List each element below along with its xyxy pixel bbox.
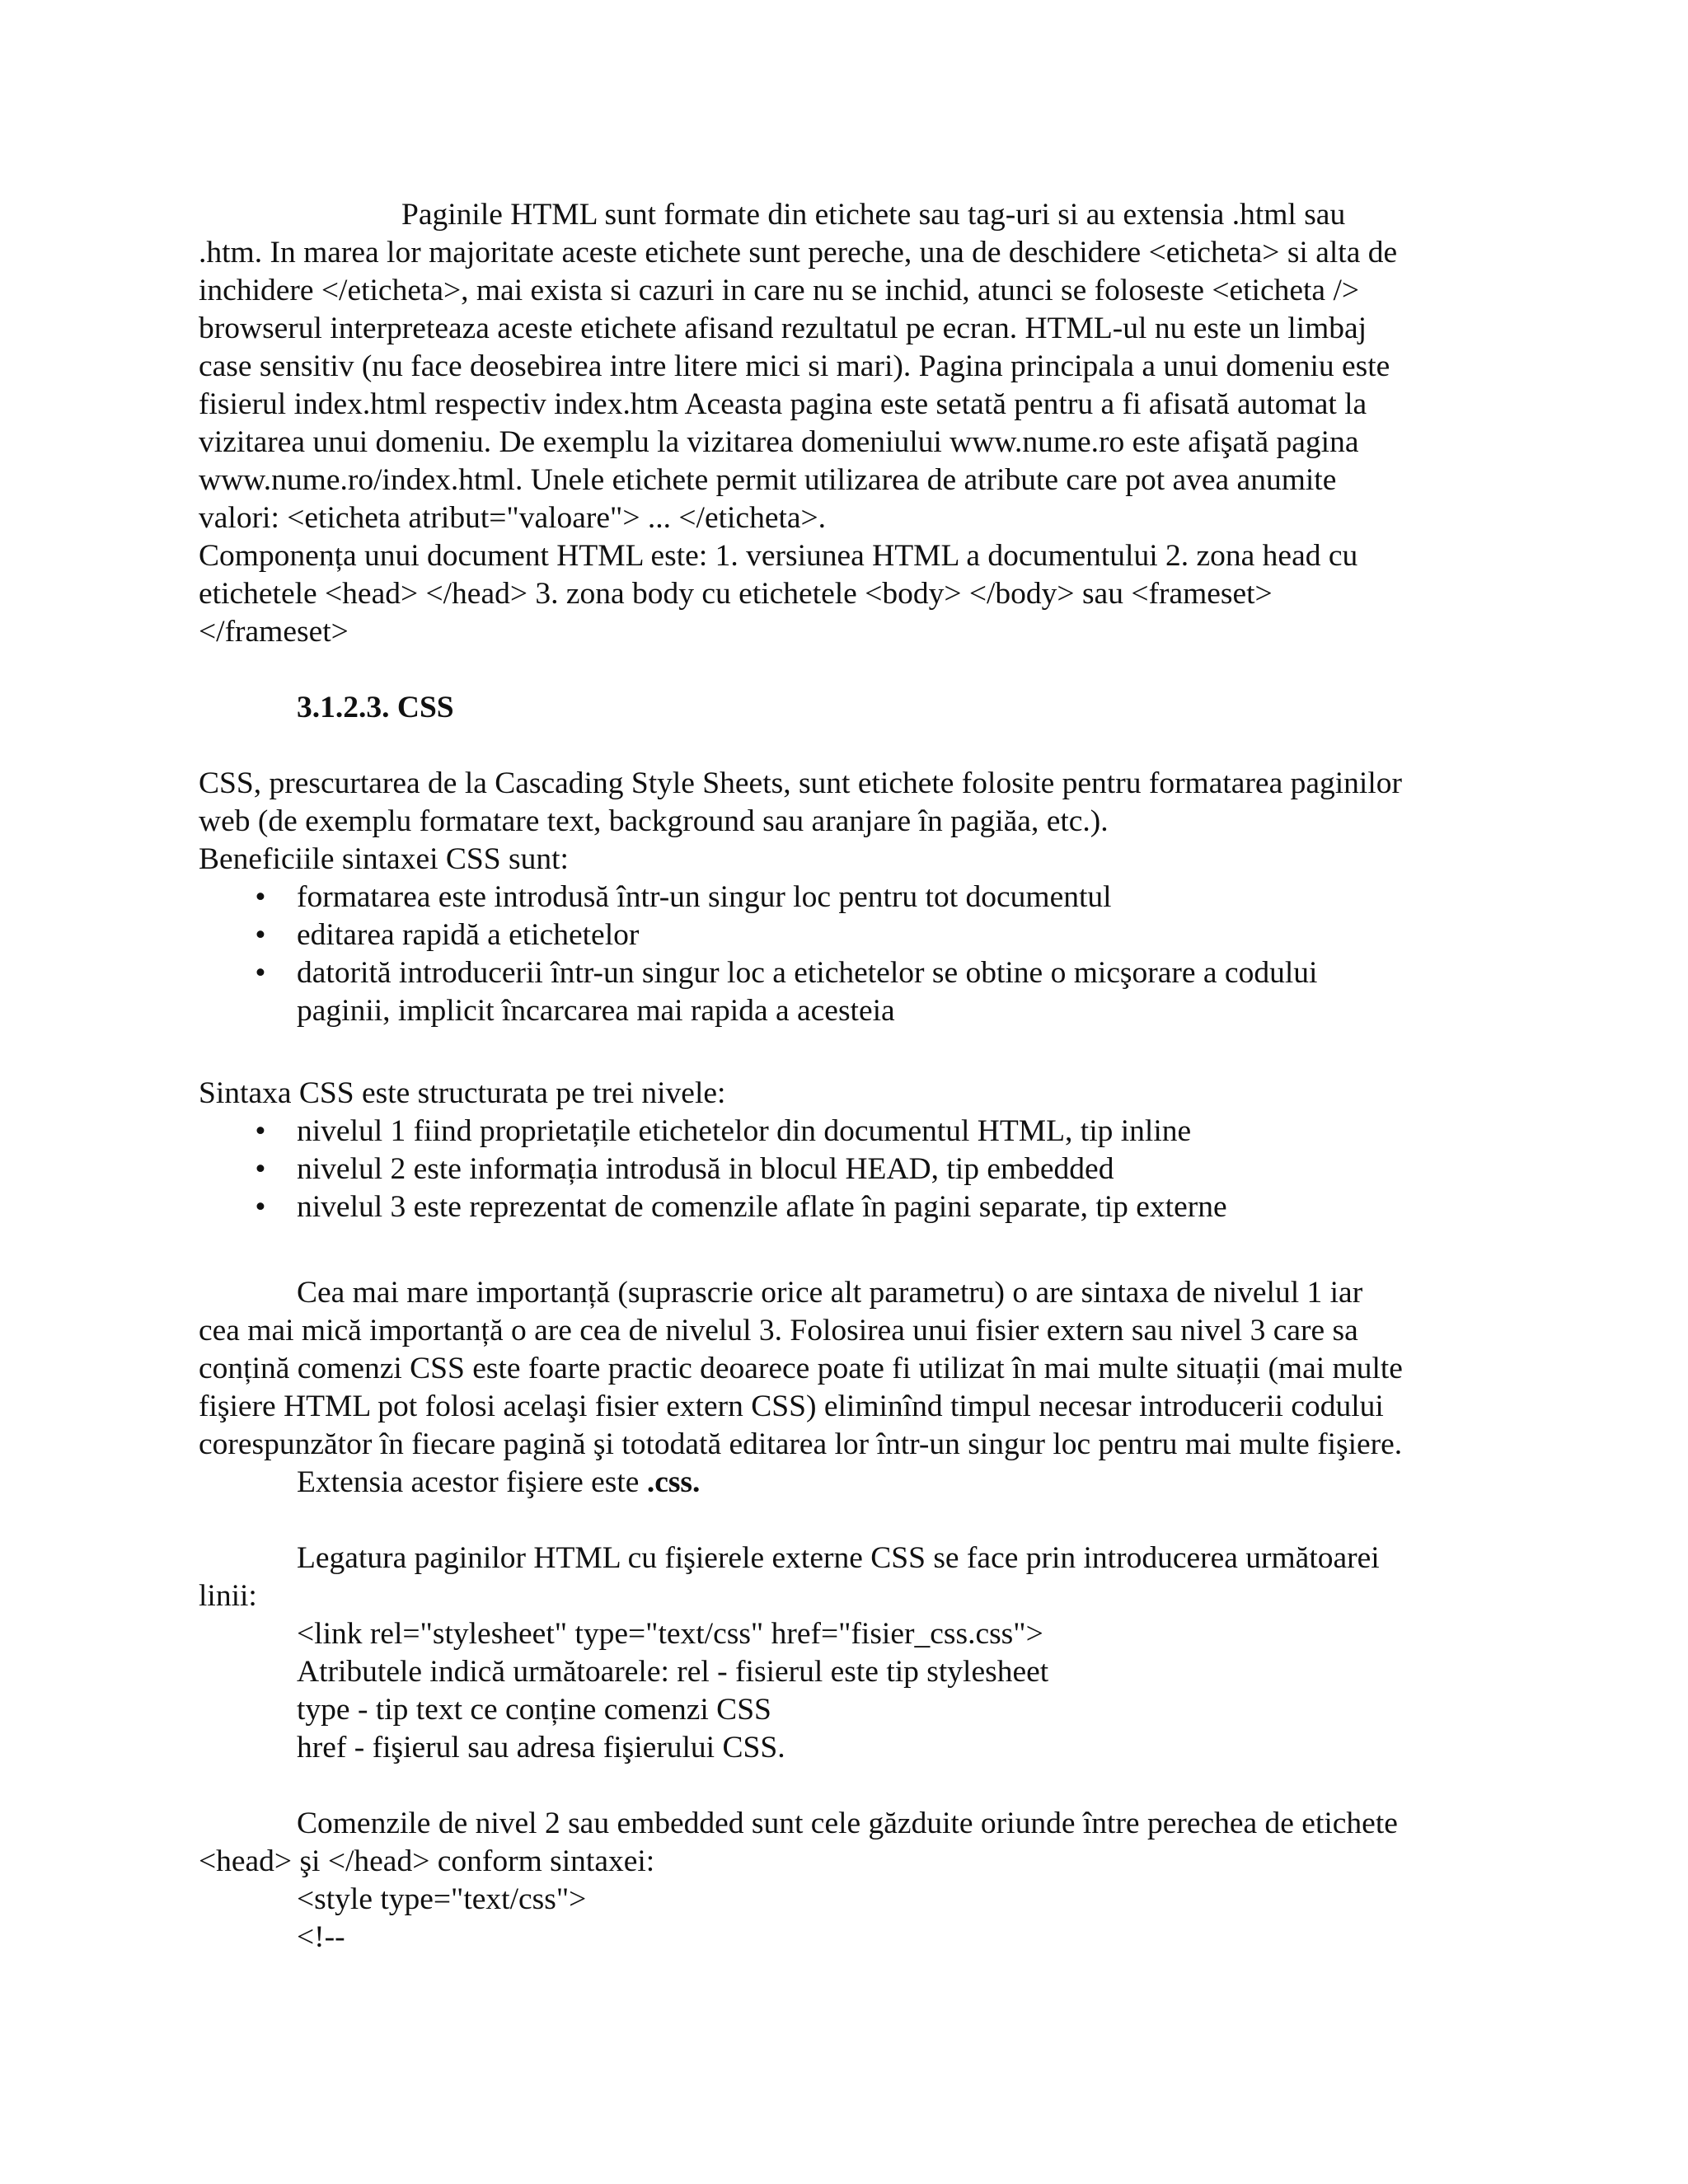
intro-line: valori: <eticheta atribut="valoare"> ... </eticheta>. bbox=[199, 501, 827, 535]
embedded-line: <head> şi </head> conform sintaxei: bbox=[199, 1844, 655, 1878]
extension-prefix: Extensia acestor fişiere este bbox=[297, 1465, 647, 1499]
intro-line: case sensitiv (nu face deosebirea intre litere mici si mari). Pagina principala a unui domeniu este bbox=[199, 349, 1390, 383]
importance-paragraph bbox=[199, 1274, 1484, 1502]
extension-line bbox=[199, 1464, 1484, 1502]
list-item bbox=[199, 916, 1484, 954]
css-intro-paragraph bbox=[199, 765, 1484, 1030]
link-line: Legatura paginilor HTML cu fişierele externe CSS se face prin introducerea următoarei bbox=[297, 1541, 1380, 1575]
intro-line: Componența unui document HTML este: 1. versiunea HTML a documentului 2. zona head cu bbox=[199, 539, 1358, 573]
intro-line: vizitarea unui domeniu. De exemplu la vizitarea domeniului www.nume.ro este afişată pagina bbox=[199, 425, 1359, 459]
list-item bbox=[199, 1188, 1484, 1226]
bullet-icon: • bbox=[255, 1152, 266, 1186]
importance-line: Cea mai mare importanță (suprascrie orice alt parametru) o are sintaxa de nivelul 1 iar bbox=[297, 1276, 1363, 1310]
css-intro-line: web (de exemplu formatare text, background sau aranjare în pagiăa, etc.). bbox=[199, 804, 1109, 838]
level-text: nivelul 1 fiind proprietațile etichetelor din documentul HTML, tip inline bbox=[297, 1114, 1192, 1148]
bullet-icon: • bbox=[255, 918, 266, 952]
extension-value: .css. bbox=[646, 1465, 701, 1499]
benefit-text: editarea rapidă a etichetelor bbox=[297, 918, 640, 952]
bullet-icon: • bbox=[255, 1190, 266, 1224]
link-line: linii: bbox=[199, 1579, 257, 1613]
bullet-icon: • bbox=[255, 956, 266, 990]
list-item bbox=[199, 954, 1484, 1030]
intro-line: inchidere </eticheta>, mai exista si cazuri in care nu se inchid, atunci se foloseste <eticheta /> bbox=[199, 274, 1360, 307]
link-section bbox=[199, 1540, 1484, 1767]
embedded-code: <!-- bbox=[297, 1920, 345, 1954]
attr-line: href - fişierul sau adresa fişierului CSS. bbox=[297, 1731, 785, 1765]
attr-line: type - tip text ce conține comenzi CSS bbox=[297, 1693, 771, 1727]
benefit-text: datorită introducerii într-un singur loc a etichetelor se obtine o micşorare a codului paginii, implicit încarcarea mai rapida a acesteia bbox=[297, 956, 1318, 1028]
intro-line: .htm. In marea lor majoritate aceste etichete sunt pereche, una de deschidere <eticheta> si alta de bbox=[199, 236, 1398, 269]
list-item bbox=[199, 1113, 1484, 1151]
list-item bbox=[199, 879, 1484, 916]
benefits-list bbox=[199, 879, 1484, 1030]
attr-line: Atributele indică următoarele: rel - fisierul este tip stylesheet bbox=[297, 1655, 1049, 1689]
levels-intro: Sintaxa CSS este structurata pe trei nivele: bbox=[199, 1076, 726, 1110]
importance-line: cea mai mică importanță o are cea de nivelul 3. Folosirea unui fisier extern sau nivel 3 care sa bbox=[199, 1314, 1358, 1347]
importance-line: corespunzător în fiecare pagină şi totodată editarea lor într-un singur loc pentru mai multe fişiere. bbox=[199, 1427, 1403, 1461]
intro-paragraph bbox=[199, 196, 1484, 651]
importance-line: conțină comenzi CSS este foarte practic deoarece poate fi utilizat în mai multe situații (mai multe bbox=[199, 1352, 1403, 1385]
intro-line: Paginile HTML sunt formate din etichete sau tag-uri si au extensia .html sau bbox=[401, 198, 1346, 232]
section-heading-block bbox=[199, 689, 1484, 727]
bullet-icon: • bbox=[255, 1114, 266, 1148]
level-text: nivelul 3 este reprezentat de comenzile aflate în pagini separate, tip externe bbox=[297, 1190, 1227, 1224]
section-heading: 3.1.2.3. CSS bbox=[297, 691, 454, 724]
intro-line: browserul interpreteaza aceste etichete afisand rezultatul pe ecran. HTML-ul nu este un limbaj bbox=[199, 312, 1367, 345]
intro-line: etichetele <head> </head> 3. zona body cu etichetele <body> </body> sau <frameset> bbox=[199, 577, 1273, 611]
list-item bbox=[199, 1151, 1484, 1188]
embedded-code: <style type="text/css"> bbox=[297, 1882, 587, 1916]
level-text: nivelul 2 este informația introdusă in blocul HEAD, tip embedded bbox=[297, 1152, 1114, 1186]
benefit-text: formatarea este introdusă într-un singur loc pentru tot documentul bbox=[297, 880, 1112, 914]
link-code: <link rel="stylesheet" type="text/css" href="fisier_css.css"> bbox=[297, 1617, 1043, 1651]
intro-line: </frameset> bbox=[199, 615, 349, 649]
bullet-icon: • bbox=[255, 880, 266, 914]
levels-list bbox=[199, 1113, 1484, 1226]
embedded-section bbox=[199, 1805, 1484, 1957]
css-intro-line: Beneficiile sintaxei CSS sunt: bbox=[199, 842, 569, 876]
intro-line: www.nume.ro/index.html. Unele etichete permit utilizarea de atribute care pot avea anumite bbox=[199, 463, 1337, 497]
importance-line: fişiere HTML pot folosi acelaşi fisier extern CSS) eliminînd timpul necesar introducerii codului bbox=[199, 1390, 1384, 1423]
intro-line: fisierul index.html respectiv index.htm Aceasta pagina este setată pentru a fi afisată automat la bbox=[199, 387, 1367, 421]
css-intro-line: CSS, prescurtarea de la Cascading Style Sheets, sunt etichete folosite pentru formatarea paginilor bbox=[199, 766, 1402, 800]
levels-section bbox=[199, 1075, 1484, 1226]
embedded-line: Comenzile de nivel 2 sau embedded sunt cele găzduite oriunde între perechea de etichete bbox=[297, 1807, 1398, 1840]
